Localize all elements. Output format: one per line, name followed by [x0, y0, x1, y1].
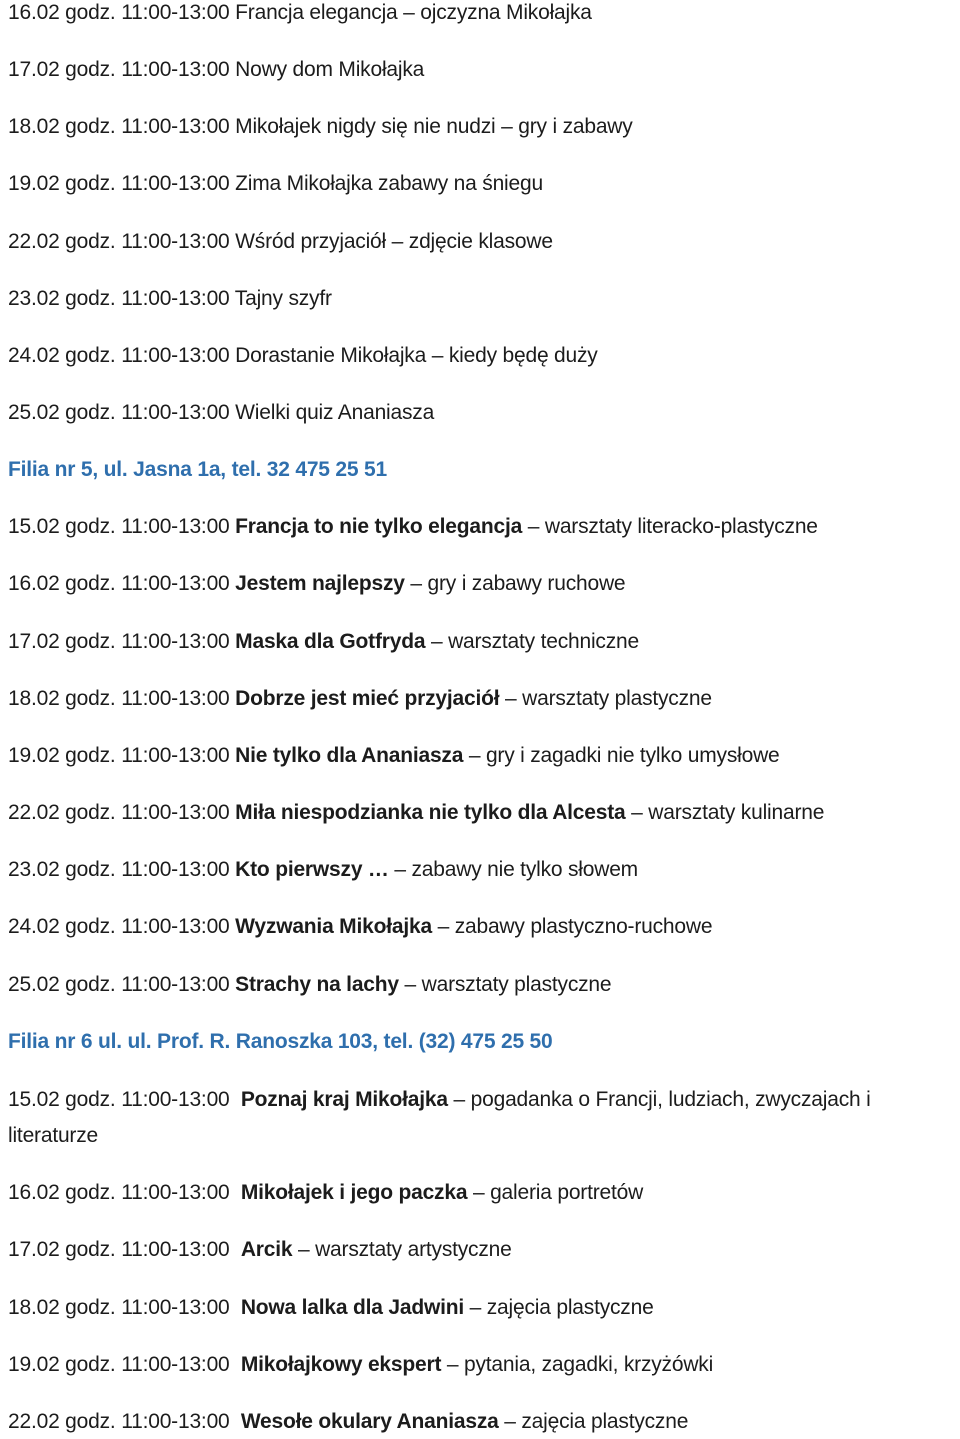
event-line: 18.02 godz. 11:00-13:00 Dobrze jest mieć przyjaciół – warsztaty plastyczne: [8, 687, 712, 710]
event-line: 24.02 godz. 11:00-13:00 Wyzwania Mikołajka – zabawy plastyczno-ruchowe: [8, 915, 713, 938]
event-line: 17.02 godz. 11:00-13:00 Maska dla Gotfryda – warsztaty techniczne: [8, 630, 639, 653]
event-line: 22.02 godz. 11:00-13:00 Wesołe okulary Ananiasza – zajęcia plastyczne: [8, 1410, 689, 1433]
event-line: 22.02 godz. 11:00-13:00 Miła niespodzianka nie tylko dla Alcesta – warsztaty kulinarne: [8, 801, 825, 824]
event-line: 23.02 godz. 11:00-13:00 Tajny szyfr: [8, 287, 332, 310]
event-line: 18.02 godz. 11:00-13:00 Nowa lalka dla Jadwini – zajęcia plastyczne: [8, 1296, 654, 1319]
event-line: 18.02 godz. 11:00-13:00 Mikołajek nigdy się nie nudzi – gry i zabawy: [8, 115, 633, 138]
branch-heading: Filia nr 5, ul. Jasna 1a, tel. 32 475 25 51: [8, 458, 387, 481]
event-line: 25.02 godz. 11:00-13:00 Strachy na lachy – warsztaty plastyczne: [8, 973, 612, 996]
event-line: 16.02 godz. 11:00-13:00 Mikołajek i jego paczka – galeria portretów: [8, 1181, 644, 1204]
event-line: 16.02 godz. 11:00-13:00 Francja elegancja – ojczyzna Mikołajka: [8, 1, 592, 24]
event-line: 15.02 godz. 11:00-13:00 Poznaj kraj Mikołajka – pogadanka o Francji, ludziach, zwyczajach i literaturze: [8, 1088, 871, 1147]
event-line: 19.02 godz. 11:00-13:00 Nie tylko dla Ananiasza – gry i zagadki nie tylko umysłowe: [8, 744, 780, 767]
event-line: 19.02 godz. 11:00-13:00 Zima Mikołajka zabawy na śniegu: [8, 172, 543, 195]
event-line: 15.02 godz. 11:00-13:00 Francja to nie tylko elegancja – warsztaty literacko-plastyczne: [8, 515, 818, 538]
branch-heading: Filia nr 6 ul. ul. Prof. R. Ranoszka 103, tel. (32) 475 25 50: [8, 1030, 553, 1053]
event-line: 17.02 godz. 11:00-13:00 Nowy dom Mikołajka: [8, 58, 425, 81]
event-line: 25.02 godz. 11:00-13:00 Wielki quiz Ananiasza: [8, 401, 435, 424]
event-line: 16.02 godz. 11:00-13:00 Jestem najlepszy – gry i zabawy ruchowe: [8, 572, 626, 595]
event-line: 17.02 godz. 11:00-13:00 Arcik – warsztaty artystyczne: [8, 1238, 512, 1261]
event-line: 24.02 godz. 11:00-13:00 Dorastanie Mikołajka – kiedy będę duży: [8, 344, 598, 367]
event-line: 19.02 godz. 11:00-13:00 Mikołajkowy ekspert – pytania, zagadki, krzyżówki: [8, 1353, 714, 1376]
event-line: 22.02 godz. 11:00-13:00 Wśród przyjaciół – zdjęcie klasowe: [8, 230, 553, 253]
event-line: 23.02 godz. 11:00-13:00 Kto pierwszy … – zabawy nie tylko słowem: [8, 858, 638, 881]
